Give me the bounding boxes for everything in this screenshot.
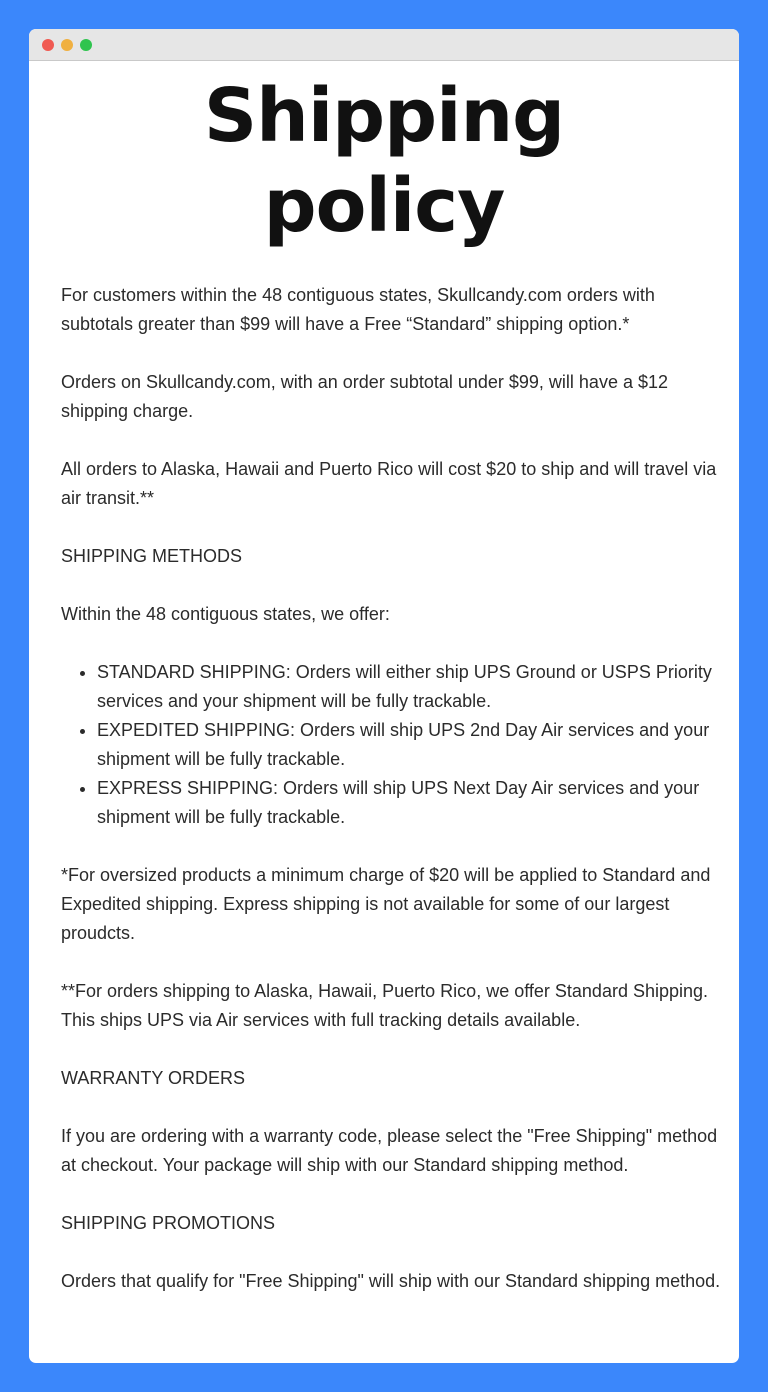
- promotions-paragraph: Orders that qualify for "Free Shipping" will ship with our Standard shipping method.: [61, 1271, 721, 1291]
- warranty-orders-heading: WARRANTY ORDERS: [61, 1068, 246, 1088]
- page-title-line1: Shipping: [203, 73, 565, 159]
- page-content: [29, 61, 739, 251]
- shipping-charge-paragraph: Orders on Skullcandy.com, with an order subtotal under $99, will have a $12 shipping charge.: [61, 372, 668, 421]
- maximize-window-button[interactable]: [80, 39, 92, 51]
- policy-body: [61, 281, 721, 1325]
- shipping-methods-heading: SHIPPING METHODS: [61, 546, 243, 566]
- free-shipping-paragraph: For customers within the 48 contiguous states, Skullcandy.com orders with subtotals greater than $99 will have a Free “Standard” shipping option.*: [61, 285, 655, 334]
- list-item-standard: • STANDARD SHIPPING: Orders will either ship UPS Ground or USPS Priority services and your shipment will be fully trackable.: [97, 658, 721, 716]
- shipping-promotions-heading: SHIPPING PROMOTIONS: [61, 1213, 276, 1233]
- close-window-button[interactable]: [42, 39, 54, 51]
- window-titlebar: [29, 29, 739, 61]
- minimize-window-button[interactable]: [61, 39, 73, 51]
- browser-window: [29, 29, 739, 1363]
- warranty-paragraph: If you are ordering with a warranty code, please select the "Free Shipping" method at checkout. Your package will ship with our Standard shipping method.: [61, 1126, 718, 1175]
- non-contiguous-paragraph: All orders to Alaska, Hawaii and Puerto Rico will cost $20 to ship and will travel via air transit.**: [61, 459, 717, 508]
- methods-intro-paragraph: Within the 48 contiguous states, we offer:: [61, 604, 390, 624]
- page-title: [29, 71, 739, 251]
- list-item-expedited: • EXPEDITED SHIPPING: Orders will ship UPS 2nd Day Air services and your shipment will be fully trackable.: [97, 716, 721, 774]
- page-title-line2: policy: [263, 163, 505, 249]
- air-shipping-note: **For orders shipping to Alaska, Hawaii, Puerto Rico, we offer Standard Shipping. This ships UPS via Air services with full tracking details available.: [61, 981, 709, 1030]
- list-item-express: • EXPRESS SHIPPING: Orders will ship UPS Next Day Air services and your shipment will be fully trackable.: [97, 774, 721, 832]
- shipping-methods-list: [61, 658, 721, 832]
- oversized-note: *For oversized products a minimum charge of $20 will be applied to Standard and Expedited shipping. Express shipping is not available for some of our largest proudcts.: [61, 865, 711, 943]
